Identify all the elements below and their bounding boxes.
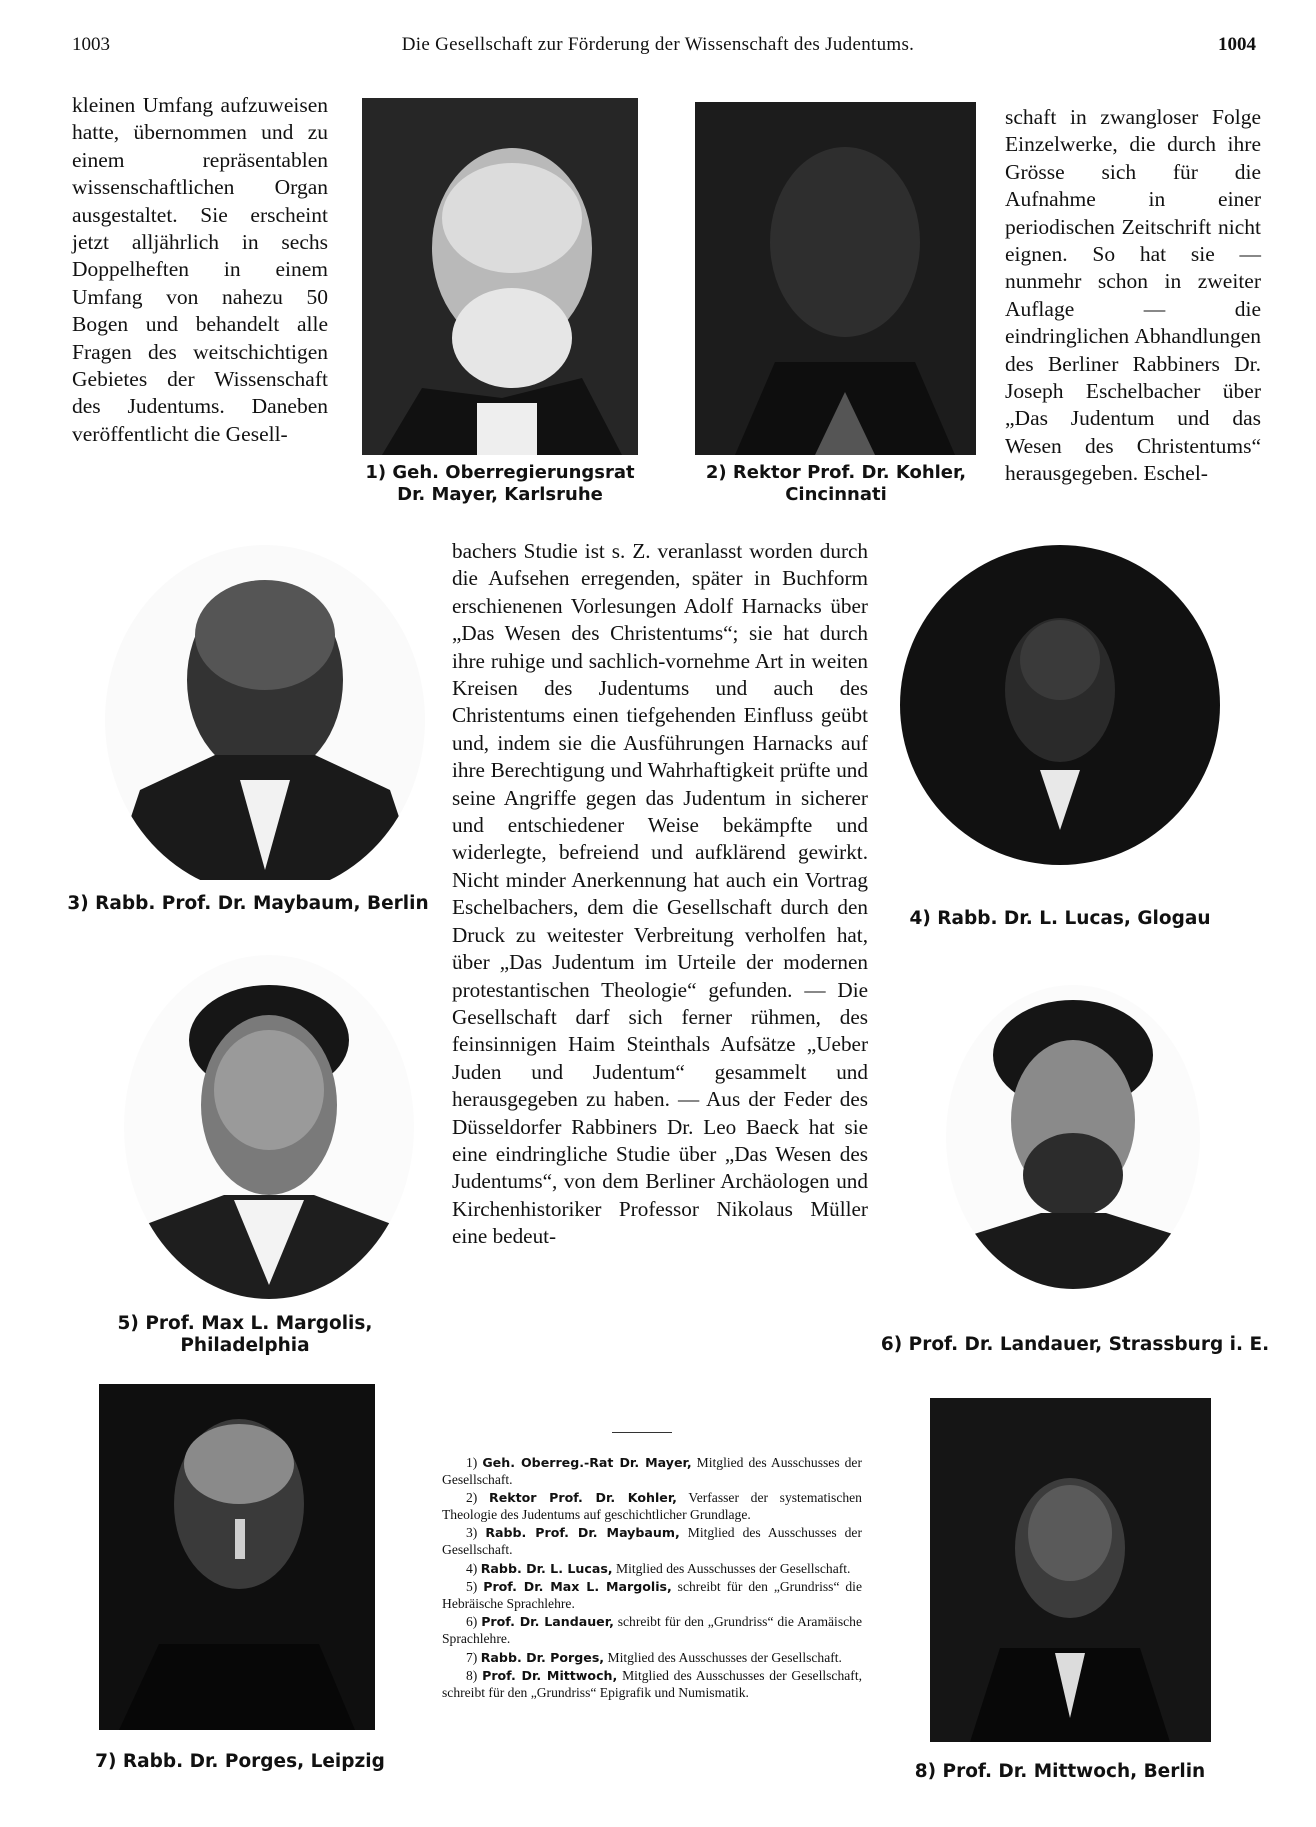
page-number-left: 1003 bbox=[72, 34, 110, 55]
paragraph: schaft in zwangloser Folge Einzelwerke, die durch ihre Grösse sich für die Aufnahme in einer periodischen Zeitschrift nicht eignen. So hat sie — nunmehr schon in zweiter Auflage — die eindringlichen Abhandlungen des Berliner Rabbiners Dr. Joseph Eschelbacher über „Das Judentum und das Wesen des Christentums“ herausgegeben. Eschel- bbox=[1005, 105, 1261, 486]
portrait-photo-7 bbox=[99, 1384, 375, 1730]
footnote-item bbox=[442, 1668, 862, 1701]
paragraph: bachers Studie ist s. Z. veranlasst worden durch die Aufsehen erregenden, später in Buchform erschienenen Vorlesungen Adolf Harnacks über „Das Wesen des Christentums“; sie hat durch ihre ruhige und sachlich-vornehme Art in weiten Kreisen des Judentums und auch des Christentums einen tiefgehenden Einfluss geübt und, indem sie die Ausführungen Harnacks auf ihre Berechtigung und Wahrhaftigkeit prüfte und seine Angriffe gegen das Judentum in sicherer und entschiedener Weise bekämpfte und widerlegte, befreiend und aufklärend gewirkt. Nicht minder Anerkennung hat auch ein Vortrag Eschelbachers, dem die Gesellschaft durch den Druck zu weitester Verbreitung verholfen hat, über „Das Judentum im Urteile der modernen protestantischen Theologie“ gefunden. — Die Gesellschaft darf sich ferner rühmen, des feinsinnigen Haim Steinthals Aufsätze „Ueber Juden und Judentum“ gesammelt und herausgegeben zu haben. — Aus der Feder des Düsseldorfer Rabbiners Dr. Leo Baeck hat sie eine eindringliche Studie über „Das Wesen des Judentums“, von dem Berliner Archäologen und Kirchenhistoriker Professor Nikolaus Müller eine bedeut- bbox=[452, 539, 868, 1249]
portrait-photo-1 bbox=[362, 98, 638, 455]
caption-line: 2) Rektor Prof. Dr. Kohler, bbox=[705, 462, 967, 483]
caption-line: 1) Geh. Oberregierungsrat bbox=[365, 462, 635, 483]
footnote-text: Mitglied des Ausschusses der Gesellschaft. bbox=[612, 1560, 851, 1576]
portrait-photo-2 bbox=[695, 102, 976, 455]
portrait-photo-8 bbox=[930, 1398, 1211, 1742]
caption-photo-6: 6) Prof. Dr. Landauer, Strassburg i. E. bbox=[880, 1334, 1270, 1355]
footnote-item bbox=[442, 1561, 862, 1578]
footnote-text: Verfasser der systematischen Theologie des Judentums auf geschichtlicher Grundlage. bbox=[442, 1490, 862, 1522]
footnote-item bbox=[442, 1525, 862, 1558]
caption-photo-2 bbox=[680, 462, 992, 506]
text-column-left-top bbox=[72, 92, 328, 448]
footnote-item bbox=[442, 1455, 862, 1488]
running-title: Die Gesellschaft zur Förderung der Wissenschaft des Judentums. bbox=[401, 34, 915, 55]
footnote-item bbox=[442, 1579, 862, 1612]
footnote-item bbox=[442, 1490, 862, 1523]
footnote-name: Rabb. Dr. Porges, bbox=[480, 1649, 605, 1665]
caption-photo-5: 5) Prof. Max L. Margolis, Philadelphia bbox=[117, 1313, 373, 1356]
footnote-text: Mitglied des Ausschusses der Gesellschaft. bbox=[442, 1455, 862, 1487]
caption-photo-3: 3) Rabb. Prof. Dr. Maybaum, Berlin bbox=[67, 893, 429, 914]
portrait-photo-3 bbox=[100, 540, 430, 880]
page-number-right: 1004 bbox=[1218, 34, 1256, 55]
footnote-number: 3) bbox=[466, 1525, 486, 1541]
footnote-name: Rabb. Prof. Dr. Maybaum, bbox=[485, 1525, 680, 1541]
footnote-number: 5) bbox=[466, 1579, 484, 1595]
footnote-name: Prof. Dr. Max L. Margolis, bbox=[483, 1579, 672, 1595]
footnote-item bbox=[442, 1614, 862, 1647]
footnote-name: Geh. Oberreg.-Rat Dr. Mayer, bbox=[482, 1455, 692, 1470]
footnote-number: 2) bbox=[466, 1490, 489, 1506]
caption-photo-7: 7) Rabb. Dr. Porges, Leipzig bbox=[95, 1751, 385, 1772]
portrait-photo-5 bbox=[124, 955, 414, 1300]
footnote-number: 7) bbox=[466, 1649, 481, 1665]
caption-photo-8: 8) Prof. Dr. Mittwoch, Berlin bbox=[914, 1761, 1206, 1782]
footnote-text: Mitglied des Ausschusses der Gesellschaft, schreibt für den „Grundriss“ Epigrafik und Numismatik. bbox=[442, 1668, 862, 1700]
caption-line: Dr. Mayer, Karlsruhe bbox=[397, 484, 603, 505]
footnote-text: schreibt für den „Grundriss“ die Hebräische Sprachlehre. bbox=[442, 1579, 862, 1611]
footnote-item bbox=[442, 1650, 862, 1667]
footnote-number: 1) bbox=[466, 1455, 483, 1470]
footnote-name: Prof. Dr. Mittwoch, bbox=[482, 1668, 618, 1684]
footnote-name: Prof. Dr. Landauer, bbox=[481, 1614, 614, 1630]
paragraph: kleinen Umfang aufzuweisen hatte, übernommen und zu einem repräsentablen wissenschaftlichen Organ ausgestaltet. Sie erscheint jetzt alljährlich in sechs Doppelheften in einem Umfang von nahezu 50 Bogen und behandelt alle Fragen des weitschichtigen Gebietes der Wissenschaft des Judentums. Daneben veröffentlicht die Gesell- bbox=[72, 93, 328, 446]
portrait-photo-6 bbox=[946, 985, 1201, 1290]
footnote-text: Mitglied des Ausschusses der Gesellschaft. bbox=[604, 1649, 842, 1665]
caption-line: Cincinnati bbox=[785, 484, 887, 505]
footnote-number: 4) bbox=[466, 1560, 481, 1576]
text-column-middle bbox=[452, 538, 868, 1251]
footnote-number: 6) bbox=[466, 1614, 482, 1630]
footnote-number: 8) bbox=[466, 1668, 483, 1684]
footnote-name: Rabb. Dr. L. Lucas, bbox=[480, 1560, 613, 1576]
footnote-separator bbox=[612, 1432, 672, 1433]
caption-photo-1 bbox=[350, 462, 650, 506]
footnote-name: Rektor Prof. Dr. Kohler, bbox=[489, 1490, 677, 1506]
footnote-text: schreibt für den „Grundriss“ die Aramäische Sprachlehre. bbox=[442, 1614, 862, 1646]
footnote-text: Mitglied des Ausschusses der Gesellschaft. bbox=[442, 1525, 862, 1557]
caption-photo-4: 4) Rabb. Dr. L. Lucas, Glogau bbox=[909, 908, 1211, 929]
text-column-right-top bbox=[1005, 104, 1261, 488]
footnotes bbox=[442, 1455, 862, 1703]
portrait-photo-4 bbox=[900, 540, 1220, 870]
